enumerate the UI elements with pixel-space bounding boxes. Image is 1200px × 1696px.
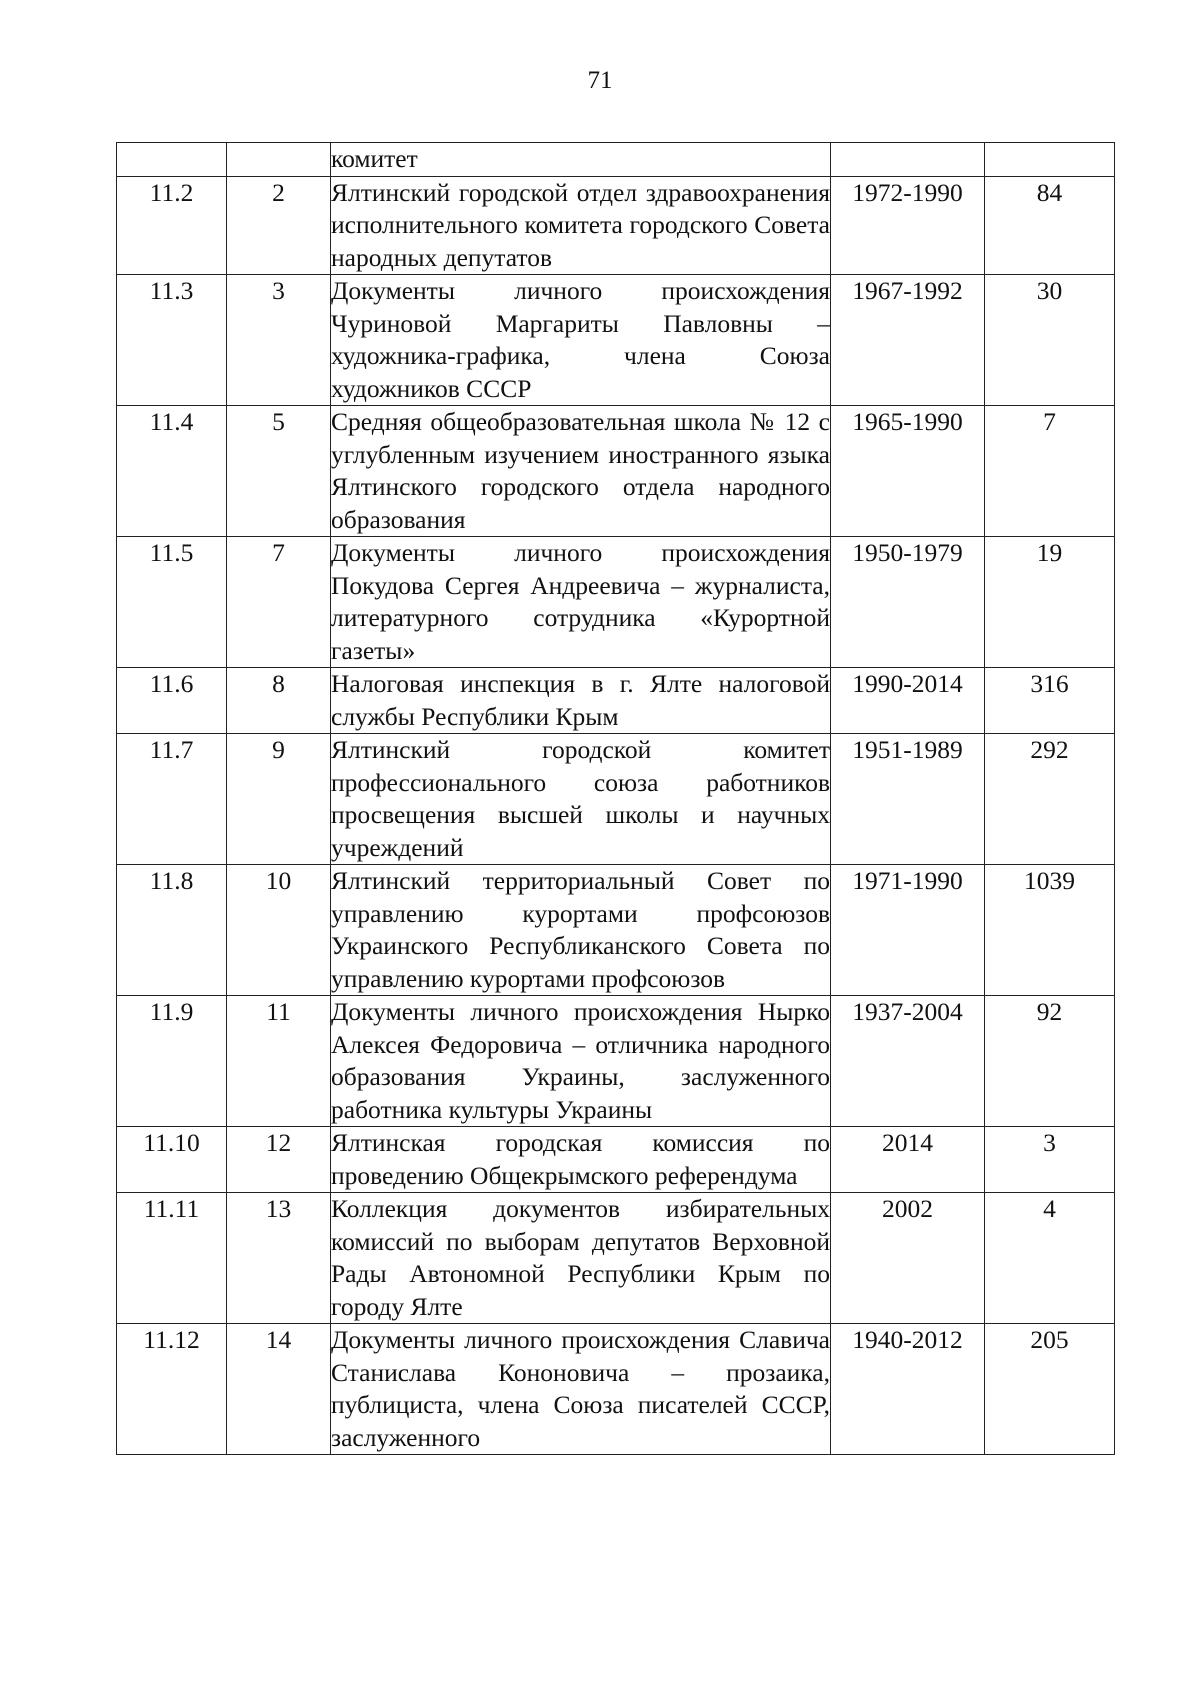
cell-section: 11.2 — [117, 176, 227, 275]
table-row — [117, 734, 1115, 865]
page-number: 71 — [587, 67, 613, 94]
cell-title: комитет — [331, 143, 831, 177]
cell-fund: 11 — [227, 996, 331, 1127]
cell-years: 1972-1990 — [831, 176, 985, 275]
table-row — [117, 537, 1115, 668]
cell-section: 11.6 — [117, 668, 227, 734]
table-row — [117, 865, 1115, 996]
cell-section: 11.5 — [117, 537, 227, 668]
cell-fund: 2 — [227, 176, 331, 275]
cell-fund: 13 — [227, 1193, 331, 1324]
cell-fund: 5 — [227, 406, 331, 537]
cell-years: 2014 — [831, 1127, 985, 1193]
cell-title: Ялтинский городской отдел здравоохранения исполнительного комитета городского Совета народных депутатов — [331, 176, 831, 275]
cell-title: Налоговая инспекция в г. Ялте налоговой службы Республики Крым — [331, 668, 831, 734]
cell-count: 316 — [985, 668, 1115, 734]
cell-fund: 9 — [227, 734, 331, 865]
cell-title: Документы личного происхождения Славича Станислава Кононовича – прозаика, публициста, члена Союза писателей СССР, заслуженного — [331, 1324, 831, 1455]
cell-section — [117, 143, 227, 177]
table-row — [117, 176, 1115, 275]
cell-fund: 14 — [227, 1324, 331, 1455]
cell-section: 11.10 — [117, 1127, 227, 1193]
cell-count: 4 — [985, 1193, 1115, 1324]
cell-fund: 10 — [227, 865, 331, 996]
cell-years: 2002 — [831, 1193, 985, 1324]
cell-count: 7 — [985, 406, 1115, 537]
cell-section: 11.11 — [117, 1193, 227, 1324]
cell-title: Ялтинская городская комиссия по проведению Общекрымского референдума — [331, 1127, 831, 1193]
cell-fund: 12 — [227, 1127, 331, 1193]
cell-count: 30 — [985, 275, 1115, 406]
table-row-continued — [117, 143, 1115, 177]
cell-years: 1951-1989 — [831, 734, 985, 865]
cell-title: Коллекция документов избирательных комиссий по выборам депутатов Верховной Рады Автономной Республики Крым по городу Ялте — [331, 1193, 831, 1324]
cell-years — [831, 143, 985, 177]
cell-section: 11.9 — [117, 996, 227, 1127]
table-row — [117, 406, 1115, 537]
table-body — [117, 143, 1115, 1455]
cell-count: 292 — [985, 734, 1115, 865]
cell-title: Документы личного происхождения Покудова Сергея Андреевича – журналиста, литературного сотрудника «Курортной газеты» — [331, 537, 831, 668]
table-row — [117, 1324, 1115, 1455]
cell-section: 11.3 — [117, 275, 227, 406]
table-row — [117, 996, 1115, 1127]
cell-years: 1965-1990 — [831, 406, 985, 537]
table-row — [117, 1193, 1115, 1324]
cell-years: 1950-1979 — [831, 537, 985, 668]
cell-count — [985, 143, 1115, 177]
table-row — [117, 1127, 1115, 1193]
cell-count: 92 — [985, 996, 1115, 1127]
cell-fund: 8 — [227, 668, 331, 734]
cell-section: 11.12 — [117, 1324, 227, 1455]
cell-fund: 7 — [227, 537, 331, 668]
cell-title: Документы личного происхождения Нырко Алексея Федоровича – отличника народного образования Украины, заслуженного работника культуры Украины — [331, 996, 831, 1127]
cell-years: 1990-2014 — [831, 668, 985, 734]
cell-section: 11.7 — [117, 734, 227, 865]
cell-count: 84 — [985, 176, 1115, 275]
table-row — [117, 275, 1115, 406]
cell-count: 1039 — [985, 865, 1115, 996]
cell-title: Средняя общеобразовательная школа № 12 с углубленным изучением иностранного языка Ялтинского городского отдела народного образования — [331, 406, 831, 537]
cell-fund — [227, 143, 331, 177]
cell-title: Ялтинский территориальный Совет по управлению курортами профсоюзов Украинского Республиканского Совета по управлению курортами профсоюзов — [331, 865, 831, 996]
cell-count: 205 — [985, 1324, 1115, 1455]
cell-years: 1940-2012 — [831, 1324, 985, 1455]
cell-section: 11.4 — [117, 406, 227, 537]
cell-title: Документы личного происхождения Чуриновой Маргариты Павловны – художника-графика, члена Союза художников СССР — [331, 275, 831, 406]
archive-fund-table — [116, 142, 1115, 1455]
cell-count: 19 — [985, 537, 1115, 668]
cell-count: 3 — [985, 1127, 1115, 1193]
cell-title: Ялтинский городской комитет профессионального союза работников просвещения высшей школы и научных учреждений — [331, 734, 831, 865]
cell-fund: 3 — [227, 275, 331, 406]
cell-years: 1937-2004 — [831, 996, 985, 1127]
cell-years: 1967-1992 — [831, 275, 985, 406]
cell-years: 1971-1990 — [831, 865, 985, 996]
table-row — [117, 668, 1115, 734]
cell-section: 11.8 — [117, 865, 227, 996]
